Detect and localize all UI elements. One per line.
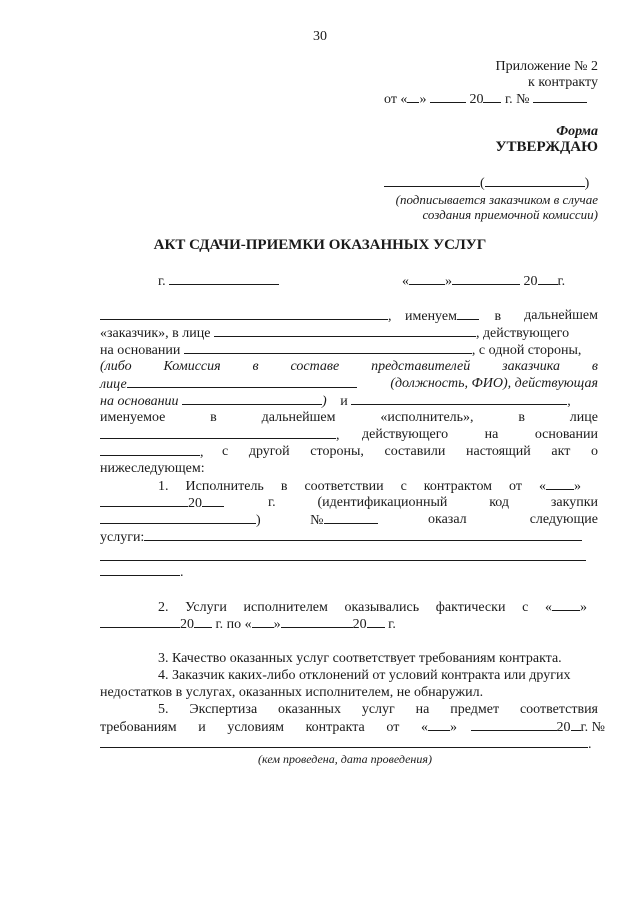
p5-line-1: 5. Экспертиза оказанных услуг на предмет соответствия xyxy=(158,702,598,717)
text: , xyxy=(336,428,340,443)
text: г. по « xyxy=(215,617,252,632)
p2-line-2 xyxy=(100,615,396,633)
appendix-number: Приложение № 2 xyxy=(495,59,598,74)
intro-line-4: (либо Комиссия в составе представителей заказчика в xyxy=(100,359,598,374)
form-label: Форма xyxy=(556,124,598,139)
p3-text: 3. Качество оказанных услуг соответствует требованиям контракта. xyxy=(158,651,562,666)
text: г. (идентификационный код закупки xyxy=(268,495,598,510)
intro-line-1 xyxy=(100,307,598,325)
city-field xyxy=(158,272,279,290)
p1-blank-line xyxy=(100,560,586,561)
text: » xyxy=(445,274,452,289)
p1-line-3 xyxy=(100,511,598,529)
act-date-field xyxy=(402,272,565,290)
text: г. xyxy=(557,274,566,289)
appendix-contract: к контракту xyxy=(528,75,598,90)
text: , действующего xyxy=(475,326,570,341)
intro-line-8 xyxy=(100,426,598,444)
text: в xyxy=(494,309,502,324)
text: г. № xyxy=(580,720,606,735)
text: 20 xyxy=(188,496,202,511)
text: , xyxy=(567,394,571,409)
text: 20 xyxy=(180,617,194,632)
text: г. xyxy=(158,274,166,289)
text: г. xyxy=(388,617,396,632)
text: действующего на основании xyxy=(362,427,598,442)
text: « xyxy=(402,274,409,289)
text: на основании xyxy=(100,343,181,358)
intro-line-7: именуемое в дальнейшем «исполнитель», в лице xyxy=(100,410,598,425)
text: . xyxy=(180,565,184,580)
text: услуги: xyxy=(100,530,145,545)
intro-line-6 xyxy=(100,392,598,410)
text: » xyxy=(580,600,587,615)
p1-line-2 xyxy=(100,494,598,512)
text: оказал следующие xyxy=(428,512,598,527)
text: 20 xyxy=(556,720,571,735)
text: 20 xyxy=(469,92,484,107)
text: лице xyxy=(100,377,127,392)
signature-note-2: создания приемочной комиссии) xyxy=(422,207,598,222)
p2-line-1 xyxy=(158,598,598,616)
p4-line-1: 4. Заказчик каких-либо отклонений от условий контракта или других xyxy=(158,668,571,683)
text: 20 xyxy=(352,617,367,632)
text: » xyxy=(273,617,281,632)
intro-line-2 xyxy=(100,324,598,342)
text: ) xyxy=(322,394,327,409)
intro-line-3 xyxy=(100,341,598,359)
approve-heading: УТВЕРЖДАЮ xyxy=(495,139,598,155)
p1-line-1 xyxy=(158,477,598,495)
appendix-contract-date xyxy=(384,90,587,108)
text: , xyxy=(388,309,392,324)
text: от « xyxy=(384,92,408,107)
text: на основании xyxy=(100,394,179,409)
text: требованиям и условиям контракта от « xyxy=(100,720,428,735)
text: дальнейшем xyxy=(524,308,598,323)
text: , xyxy=(200,445,204,460)
text: 20 xyxy=(523,274,538,289)
intro-line-10: нижеследующем: xyxy=(100,461,205,476)
intro-line-5 xyxy=(100,375,598,393)
text: » xyxy=(574,479,581,494)
text: 2. Услуги исполнителем оказывались фактически с « xyxy=(158,600,552,615)
p5-note: (кем проведена, дата проведения) xyxy=(258,752,432,766)
text: (должность, ФИО), действующая xyxy=(390,376,598,391)
text: » xyxy=(419,92,427,107)
signature-note-1: (подписывается заказчиком в случае xyxy=(395,192,598,207)
text: г. № xyxy=(504,92,530,107)
text: ( xyxy=(480,176,485,191)
text: 1. Исполнитель в соответствии с контрактом от « xyxy=(158,479,546,494)
text: , с одной стороны, xyxy=(471,343,582,358)
p1-line-6 xyxy=(100,563,184,581)
signature-line xyxy=(384,174,589,192)
text: № xyxy=(310,513,324,528)
text: «заказчик», в лице xyxy=(100,326,211,341)
p5-line-2 xyxy=(100,718,606,736)
text: ) xyxy=(584,176,590,191)
page-number: 30 xyxy=(313,29,327,44)
text: . xyxy=(588,737,592,752)
p1-line-4 xyxy=(100,528,598,546)
text: именуем xyxy=(405,309,457,324)
intro-line-9 xyxy=(100,443,598,461)
text: ) xyxy=(256,513,261,528)
text: » xyxy=(450,720,457,735)
p4-line-2: недостатков в услугах, оказанных исполнителем, не обнаружил. xyxy=(100,685,484,700)
document-title: АКТ СДАЧИ-ПРИЕМКИ ОКАЗАННЫХ УСЛУГ xyxy=(153,237,487,253)
text: с другой стороны, составили настоящий акт о xyxy=(222,444,598,459)
text: и xyxy=(340,394,348,409)
